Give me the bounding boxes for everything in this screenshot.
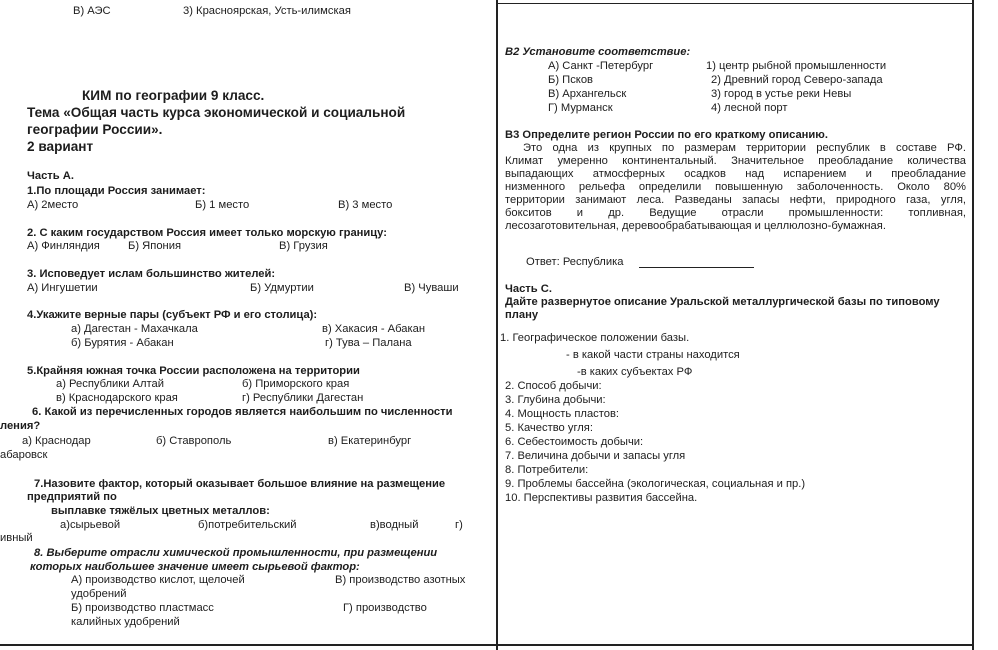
b2-right-1: 1) центр рыбной промышленности bbox=[706, 60, 887, 72]
q5-option-a: а) Республики Алтай bbox=[56, 378, 165, 390]
plan-item-1b: -в каких субъектах РФ bbox=[577, 366, 693, 378]
q8-line2: которых наибольшее значение имеет сырьевой фактор: bbox=[30, 561, 360, 573]
q8-option-a: А) производство кислот, щелочей bbox=[71, 574, 245, 586]
plan-item-8: 8. Потребители: bbox=[505, 464, 589, 476]
header-line4: 2 вариант bbox=[27, 139, 94, 154]
q6-line1: 6. Какой из перечисленных городов является наибольшим по численности bbox=[32, 406, 453, 418]
q5-text: 5.Крайняя южная точка России расположена на территории bbox=[27, 365, 360, 377]
center-divider bbox=[496, 0, 498, 650]
part-a-title: Часть А. bbox=[27, 170, 74, 182]
header-line1: КИМ по географии 9 класс. bbox=[82, 88, 265, 103]
q6-option-c: в) Екатеринбург bbox=[328, 435, 412, 447]
b3-para-5: территории занимают леса. Разведаны запасы нефти, природного газа, угля, bbox=[505, 194, 966, 206]
q5-option-c: в) Краснодарского края bbox=[56, 392, 178, 404]
q3-option-a: А) Ингушетии bbox=[27, 282, 98, 294]
b2-right-3: 3) город в устье реки Невы bbox=[711, 88, 852, 100]
q8-line1: 8. Выберите отрасли химической промышленности, при размещении bbox=[34, 547, 438, 559]
plan-item-7: 7. Величина добычи и запасы угля bbox=[505, 450, 686, 462]
q1-option-a: А) 2место bbox=[27, 199, 79, 211]
b2-left-4: Г) Мурманск bbox=[548, 102, 613, 114]
b3-para-6: бокситов и др. Ведущие отрасли промышленности: топливная, bbox=[505, 207, 966, 219]
q3-text: 3. Исповедует ислам большинство жителей: bbox=[27, 268, 276, 280]
header-line2: Тема «Общая часть курса экономической и социальной bbox=[27, 105, 406, 120]
q1-text: 1.По площади Россия занимает: bbox=[27, 185, 206, 197]
top-item-b: В) АЭС bbox=[73, 5, 111, 17]
plan-item-5: 5. Качество угля: bbox=[505, 422, 593, 434]
q8-option-b-cont: удобрений bbox=[71, 588, 127, 600]
b2-left-1: А) Санкт -Петербург bbox=[548, 60, 654, 72]
q8-option-d: Г) производство bbox=[343, 602, 427, 614]
q7-option-e: ивный bbox=[0, 532, 33, 544]
plan-item-9: 9. Проблемы бассейна (экологическая, социальная и пр.) bbox=[505, 478, 806, 490]
q1-option-b: Б) 1 место bbox=[195, 199, 250, 211]
plan-item-1a: - в какой части страны находится bbox=[566, 349, 740, 361]
b3-para-4: низменного рельефа определили повышенную заболоченность. Около 80% bbox=[505, 181, 966, 193]
b3-para-3: выпадающих атмосферных осадков над испарением и преобладание bbox=[505, 168, 966, 180]
q3-option-b: Б) Удмуртии bbox=[250, 282, 314, 294]
q1-option-c: В) 3 место bbox=[338, 199, 393, 211]
q6-option-b: б) Ставрополь bbox=[156, 435, 232, 447]
q7-option-b: б)потребительский bbox=[198, 519, 297, 531]
right-border bbox=[972, 0, 974, 650]
b3-answer-label: Ответ: Республика bbox=[526, 256, 624, 268]
b2-right-4: 4) лесной порт bbox=[711, 102, 788, 114]
b2-left-3: В) Архангельск bbox=[548, 88, 627, 100]
q2-option-b: Б) Япония bbox=[128, 240, 182, 252]
q7-line3: выплавке тяжёлых цветных металлов: bbox=[51, 505, 270, 517]
b2-title: В2 Установите соответствие: bbox=[505, 46, 691, 58]
q4-option-b: в) Хакасия - Абакан bbox=[322, 323, 426, 335]
q8-option-d-cont: калийных удобрений bbox=[71, 616, 180, 628]
b3-para-1: Это одна из крупных по размерам территории республик в составе РФ. bbox=[523, 142, 966, 154]
plan-item-6: 6. Себестоимость добычи: bbox=[505, 436, 644, 448]
q5-option-b: б) Приморского края bbox=[242, 378, 350, 390]
q6-option-d: абаровск bbox=[0, 449, 48, 461]
q7-option-a: а)сырьевой bbox=[60, 519, 121, 531]
q6-line2: ления? bbox=[0, 420, 41, 432]
b2-right-2: 2) Древний город Северо-запада bbox=[711, 74, 883, 86]
q4-option-d: г) Тува – Палана bbox=[325, 337, 412, 349]
part-c-line2: плану bbox=[505, 309, 539, 321]
q7-line1: 7.Назовите фактор, который оказывает большое влияние на размещение bbox=[34, 478, 446, 490]
plan-item-1: 1. Географическое положении базы. bbox=[500, 332, 690, 344]
q5-option-d: г) Республики Дагестан bbox=[242, 392, 364, 404]
q6-option-a: а) Краснодар bbox=[22, 435, 91, 447]
plan-item-2: 2. Способ добычи: bbox=[505, 380, 602, 392]
q8-option-b: В) производство азотных bbox=[335, 574, 466, 586]
header-line3: географии России». bbox=[27, 122, 163, 137]
plan-item-10: 10. Перспективы развития бассейна. bbox=[505, 492, 698, 504]
top-border-right bbox=[497, 3, 973, 4]
part-c-title: Часть С. bbox=[505, 283, 552, 295]
bottom-border bbox=[0, 644, 973, 646]
q8-option-c: Б) производство пластмасс bbox=[71, 602, 214, 614]
q7-line2: предприятий по bbox=[27, 491, 117, 503]
b3-para-7: лесозаготовительная, деревообрабатывающая и целлюлозно-бумажная. bbox=[505, 220, 886, 232]
q3-option-c: В) Чуваши bbox=[404, 282, 459, 294]
top-item-c: 3) Красноярская, Усть-илимская bbox=[183, 5, 351, 17]
q2-option-a: А) Финляндия bbox=[27, 240, 100, 252]
b3-title: В3 Определите регион России по его краткому описанию. bbox=[505, 129, 828, 141]
q4-text: 4.Укажите верные пары (субъект РФ и его столица): bbox=[27, 309, 318, 321]
q4-option-a: а) Дагестан - Махачкала bbox=[71, 323, 198, 335]
q7-option-c: в)водный bbox=[370, 519, 419, 531]
q2-text: 2. С каким государством Россия имеет только морскую границу: bbox=[27, 227, 387, 239]
b3-answer-line[interactable] bbox=[639, 267, 754, 268]
q2-option-c: В) Грузия bbox=[279, 240, 328, 252]
q4-option-c: б) Бурятия - Абакан bbox=[71, 337, 174, 349]
plan-item-3: 3. Глубина добычи: bbox=[505, 394, 606, 406]
q7-option-d: г) bbox=[455, 519, 463, 531]
b2-left-2: Б) Псков bbox=[548, 74, 593, 86]
b3-para-2: Климат умеренно континентальный. Значительное преобладание количества bbox=[505, 155, 966, 167]
part-c-line1: Дайте развернутое описание Уральской металлургической базы по типовому bbox=[505, 296, 940, 308]
plan-item-4: 4. Мощность пластов: bbox=[505, 408, 620, 420]
